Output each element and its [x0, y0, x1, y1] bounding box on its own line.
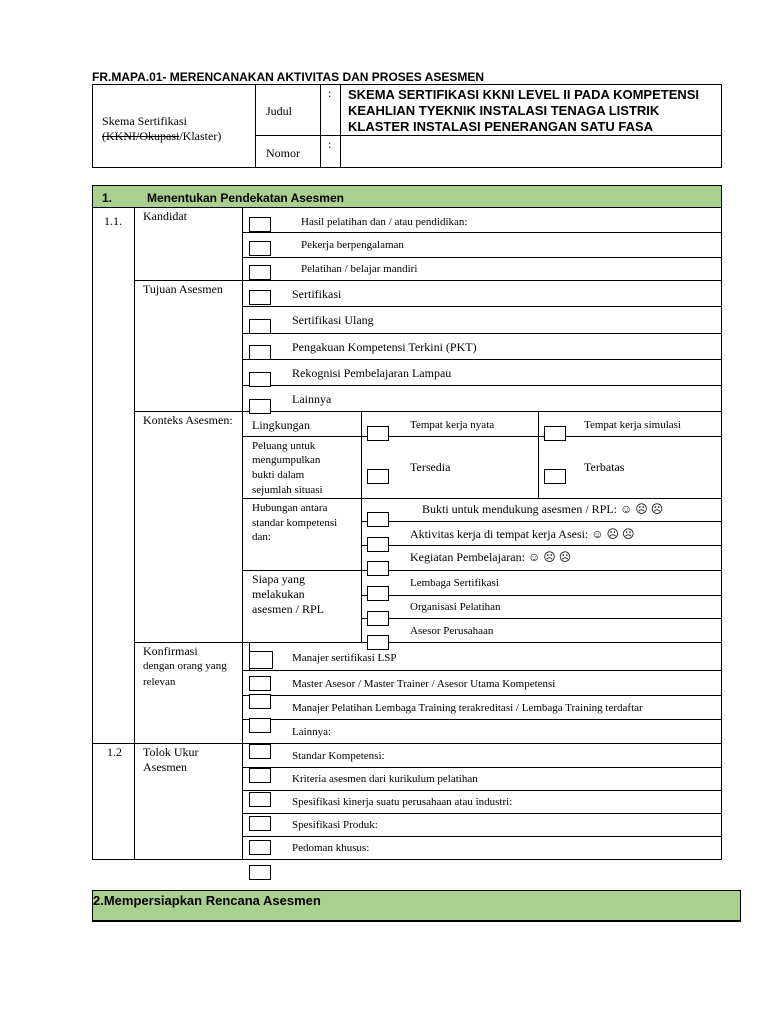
- tolok-option-3: Spesifikasi kinerja suatu perusahaan atau industri:: [292, 796, 513, 808]
- hubungan-option-2: Aktivitas kerja di tempat kerja Asesi: ☺ ☹ ☹: [410, 527, 635, 541]
- tolok-line-2: Asesmen: [143, 760, 187, 774]
- terbatas-checkbox[interactable]: [544, 469, 566, 484]
- konfirmasi-option-2: Master Asesor / Master Trainer / Asesor Utama Kompetensi: [292, 678, 556, 690]
- tempat-simulasi-label: Tempat kerja simulasi: [584, 419, 681, 431]
- konteks-label: Konteks Asesmen:: [143, 413, 233, 427]
- manajer-pelatihan-checkbox[interactable]: [249, 694, 271, 709]
- tempat-nyata-label: Tempat kerja nyata: [410, 419, 495, 431]
- judul-value-line-3: KLASTER INSTALASI PENERANGAN SATU FASA: [348, 119, 654, 134]
- tolok-option-1: Standar Kompetensi:: [292, 750, 385, 762]
- siapa-line-3: asesmen / RPL: [252, 602, 324, 616]
- tujuan-option-3: Pengakuan Kompetensi Terkini (PKT): [292, 340, 477, 354]
- pedoman-khusus-checkbox[interactable]: [249, 840, 271, 855]
- tolok-option-2: Kriteria asesmen dari kurikulum pelatihan: [292, 773, 478, 785]
- peluang-line-3: bukti dalam: [252, 469, 305, 481]
- kandidat-pekerja-checkbox[interactable]: [249, 241, 271, 256]
- konfirmasi-option-4: Lainnya:: [292, 726, 332, 738]
- tempat-nyata-checkbox[interactable]: [367, 426, 389, 441]
- tujuan-option-4: Rekognisi Pembelajaran Lampau: [292, 366, 452, 380]
- tolok-line-1: Tolok Ukur: [143, 745, 199, 759]
- kriteria-asesmen-checkbox[interactable]: [249, 768, 271, 783]
- judul-colon: :: [328, 86, 332, 100]
- siapa-option-3: Asesor Perusahaan: [410, 625, 494, 637]
- subsection-1-2-number: 1.2: [107, 745, 122, 759]
- master-asesor-checkbox[interactable]: [249, 676, 271, 691]
- manajer-lsp-checkbox[interactable]: [249, 651, 273, 669]
- siapa-option-1: Lembaga Sertifikasi: [410, 577, 499, 589]
- peluang-line-2: mengumpulkan: [252, 454, 321, 466]
- hubungan-option-3: Kegiatan Pembelajaran: ☺ ☹ ☹: [410, 550, 572, 564]
- lingkungan-label: Lingkungan: [252, 418, 310, 432]
- extra-checkbox[interactable]: [249, 865, 271, 880]
- standar-kompetensi-checkbox[interactable]: [249, 744, 271, 759]
- siapa-line-1: Siapa yang: [252, 572, 305, 586]
- kandidat-label: Kandidat: [143, 209, 187, 223]
- konfirmasi-line-2: dengan orang yang: [143, 660, 227, 672]
- konfirmasi-line-1: Konfirmasi: [143, 644, 198, 658]
- tujuan-option-2: Sertifikasi Ulang: [292, 313, 374, 327]
- asesor-perusahaan-checkbox[interactable]: [367, 635, 389, 650]
- peluang-line-1: Peluang untuk: [252, 440, 316, 452]
- kandidat-option-3: Pelatihan / belajar mandiri: [301, 263, 418, 275]
- nomor-colon: :: [328, 137, 332, 151]
- terbatas-label: Terbatas: [584, 460, 625, 474]
- skema-type-label: (KKNI/Okupasi/Klaster): [102, 129, 222, 143]
- judul-value-line-2: KEAHLIAN TYEKNIK INSTALASI TENAGA LISTRIK: [348, 103, 660, 118]
- konfirmasi-option-1: Manajer sertifikasi LSP: [292, 652, 397, 664]
- lembaga-sertifikasi-checkbox[interactable]: [367, 586, 389, 601]
- tersedia-label: Tersedia: [410, 460, 451, 474]
- judul-label: Judul: [266, 104, 293, 118]
- peluang-line-4: sejumlah situasi: [252, 484, 323, 496]
- organisasi-pelatihan-checkbox[interactable]: [367, 611, 389, 626]
- siapa-line-2: melakukan: [252, 587, 305, 601]
- spesifikasi-produk-checkbox[interactable]: [249, 816, 271, 831]
- konfirmasi-lainnya-checkbox[interactable]: [249, 718, 271, 733]
- hubungan-line-1: Hubungan antara: [252, 502, 328, 514]
- tempat-simulasi-checkbox[interactable]: [544, 426, 566, 441]
- kegiatan-checkbox[interactable]: [367, 561, 389, 576]
- konfirmasi-line-3: relevan: [143, 676, 176, 688]
- tersedia-checkbox[interactable]: [367, 469, 389, 484]
- document-title: FR.MAPA.01- MERENCANAKAN AKTIVITAS DAN PROSES ASESMEN: [92, 70, 485, 84]
- tujuan-rpl-checkbox[interactable]: [249, 372, 271, 387]
- siapa-option-2: Organisasi Pelatihan: [410, 601, 501, 613]
- spesifikasi-kinerja-checkbox[interactable]: [249, 792, 271, 807]
- tujuan-sertifikasi-checkbox[interactable]: [249, 290, 271, 305]
- tujuan-option-1: Sertifikasi: [292, 287, 342, 301]
- hubungan-line-3: dan:: [252, 531, 271, 543]
- kandidat-hasil-checkbox[interactable]: [249, 217, 271, 232]
- section-1-number: 1.: [102, 191, 113, 205]
- judul-value-line-1: SKEMA SERTIFIKASI KKNI LEVEL II PADA KOMPETENSI: [348, 87, 700, 102]
- kandidat-pelatihan-checkbox[interactable]: [249, 265, 271, 280]
- hubungan-option-1: Bukti untuk mendukung asesmen / RPL: ☺ ☹ ☹: [422, 502, 664, 516]
- tolok-option-4: Spesifikasi Produk:: [292, 819, 378, 831]
- kandidat-option-2: Pekerja berpengalaman: [301, 239, 404, 251]
- bukti-checkbox[interactable]: [367, 512, 389, 527]
- skema-label: Skema Sertifikasi: [102, 114, 187, 128]
- tujuan-pkt-checkbox[interactable]: [249, 345, 271, 360]
- subsection-1-1-number: 1.1.: [104, 214, 122, 228]
- konfirmasi-option-3: Manajer Pelatihan Lembaga Training terakreditasi / Lembaga Training terdaftar: [292, 702, 643, 714]
- tujuan-lainnya-checkbox[interactable]: [249, 399, 271, 414]
- aktivitas-checkbox[interactable]: [367, 537, 389, 552]
- kandidat-option-1: Hasil pelatihan dan / atau pendidikan:: [301, 216, 468, 228]
- section-1-title: Menentukan Pendekatan Asesmen: [147, 191, 344, 205]
- nomor-label: Nomor: [266, 146, 300, 160]
- tujuan-label: Tujuan Asesmen: [143, 282, 223, 296]
- hubungan-line-2: standar kompetensi: [252, 517, 338, 529]
- tolok-option-5: Pedoman khusus:: [292, 842, 370, 854]
- section-2-title: 2.Mempersiapkan Rencana Asesmen: [93, 893, 321, 908]
- tujuan-ulang-checkbox[interactable]: [249, 319, 271, 334]
- tujuan-option-5: Lainnya: [292, 392, 332, 406]
